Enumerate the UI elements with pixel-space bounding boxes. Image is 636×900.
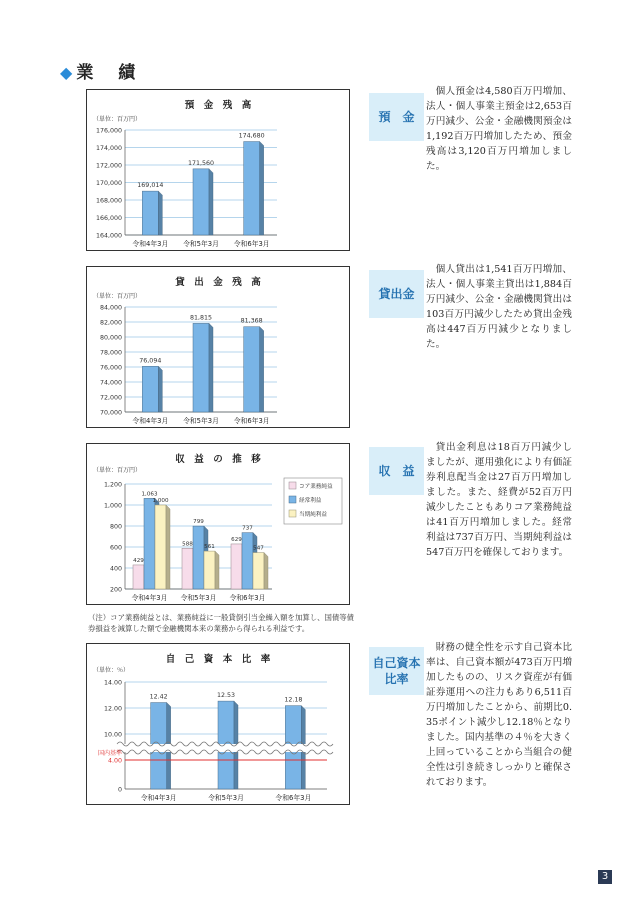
- x-tick-label: 令和5年3月: [180, 594, 217, 602]
- bar: [244, 142, 260, 235]
- data-label: 169,014: [137, 182, 164, 190]
- y-tick-label: 12.00: [103, 705, 122, 713]
- y-tick-label: 166,000: [95, 215, 122, 222]
- capital-ratio-chart: [87, 644, 349, 804]
- section-label-income: 収 益: [369, 447, 424, 495]
- loan-balance-chart: [87, 267, 349, 427]
- bar-0: [133, 565, 144, 589]
- x-tick-label: 令和4年3月: [131, 594, 168, 602]
- section-text-income: 貸出金利息は18百万円減少しましたが、運用強化により有価証券利息配当金は27百万円増加しました。また、経費が52百万円減少したこともありコア業務純益は41百万円増加しました。経常利益は737百万円、当期純利益は547百万円を確保しております。: [426, 442, 572, 558]
- y-tick-label: 172,000: [95, 162, 122, 170]
- y-tick-label: 84,000: [99, 304, 122, 312]
- y-tick-label: 4.00: [107, 757, 122, 765]
- unit-label: （単位：百万円）: [93, 116, 142, 123]
- data-label: 799: [193, 519, 204, 526]
- chart-title: 貸 出 金 残 高: [175, 277, 261, 288]
- y-tick-label: 82,000: [99, 319, 122, 327]
- data-label: 1,000: [152, 498, 169, 504]
- bar-2-side: [215, 551, 219, 589]
- legend-swatch: [289, 510, 296, 517]
- bar-side: [260, 142, 264, 235]
- legend-label: 経常利益: [299, 498, 322, 504]
- chart-title: 自 己 資 本 比 率: [165, 654, 271, 665]
- bar-2: [253, 553, 264, 589]
- legend-swatch: [289, 482, 296, 489]
- data-label: 588: [182, 541, 193, 548]
- data-label: 12.42: [149, 693, 168, 701]
- bar-2-side: [166, 505, 170, 589]
- data-label: 81,815: [189, 314, 213, 322]
- y-tick-label: 1,000: [103, 502, 122, 510]
- bar-side: [158, 191, 162, 235]
- y-tick-label: 78,000: [99, 349, 122, 357]
- y-tick-label: 14.00: [103, 679, 122, 687]
- section-text-deposit: 個人預金は4,580百万円増加、法人・個人事業主預金は2,653百万円減少、公金・金融機関預金は1,192百万円増加したため、預金残高は3,120百万円増加しました。: [426, 86, 572, 172]
- deposit-balance-chart: [87, 90, 349, 250]
- bar: [193, 169, 209, 235]
- x-tick-label: 令和4年3月: [140, 794, 177, 802]
- bar-side: [209, 169, 213, 235]
- y-tick-label: 76,000: [99, 364, 122, 372]
- diamond-icon: ◆: [60, 63, 73, 82]
- section-text-capital-ratio: 財務の健全性を示す自己資本比率は、自己資本額が473百万円増加したものの、リスク資産が有価証券運用への注力もあり6,511百万円増加したことから、前期比0.35ポイント減少し12.18％となりました。国内基準の４％を大きく上回っていることから当組合の健全性は引き続きしっかりと確保されております。: [426, 642, 572, 788]
- y-tick-label: 70,000: [99, 409, 122, 417]
- section-label-capital-ratio: 自己資本 比率: [369, 647, 424, 695]
- section-label-loan: 貸出金: [369, 270, 424, 318]
- income-chart-box: [86, 443, 350, 605]
- y-tick-label: 1,200: [103, 481, 122, 489]
- x-tick-label: 令和6年3月: [275, 794, 312, 802]
- loan-chart-box: [86, 266, 350, 428]
- data-label: 547: [253, 545, 264, 552]
- bar-2: [204, 551, 215, 589]
- data-label: 12.53: [216, 692, 236, 700]
- unit-label: （単位：％）: [93, 667, 130, 674]
- page-title: ◆ 業 績: [60, 63, 140, 83]
- data-label: 737: [242, 525, 253, 532]
- legend-swatch: [289, 496, 296, 503]
- bar-0: [182, 548, 193, 589]
- y-tick-label: 164,000: [95, 232, 122, 240]
- data-label: 561: [204, 544, 215, 551]
- chart-title: 収 益 の 推 移: [175, 454, 261, 465]
- x-tick-label: 令和5年3月: [183, 417, 219, 425]
- x-tick-label: 令和4年3月: [132, 417, 169, 425]
- data-label: 81,368: [240, 317, 263, 325]
- section-label-deposit: 預 金: [369, 93, 424, 141]
- y-tick-label: 0: [117, 786, 122, 794]
- chart-title: 預 金 残 高: [184, 100, 252, 111]
- data-label: 629: [231, 536, 242, 543]
- y-tick-label: 400: [109, 565, 122, 573]
- legend-label: コア業務純益: [299, 484, 333, 490]
- data-label: 12.18: [284, 696, 303, 704]
- y-tick-label: 74,000: [99, 379, 122, 387]
- unit-label: （単位：百万円）: [93, 467, 142, 474]
- income-trend-chart: [87, 444, 349, 604]
- x-tick-label: 令和4年3月: [132, 240, 169, 248]
- bar-2-side: [264, 553, 268, 589]
- x-tick-label: 令和5年3月: [183, 240, 219, 248]
- reference-line-label: 国内基準: [97, 750, 122, 757]
- y-tick-label: 800: [109, 523, 122, 531]
- bar-side: [260, 327, 264, 412]
- legend-label: 当期純利益: [299, 512, 327, 518]
- bar-0: [231, 544, 242, 589]
- y-tick-label: 80,000: [99, 334, 122, 342]
- x-tick-label: 令和6年3月: [233, 240, 270, 248]
- page-number: 3: [598, 870, 612, 884]
- y-tick-label: 600: [109, 544, 122, 552]
- bar-2: [155, 505, 166, 589]
- unit-label: （単位：百万円）: [93, 293, 142, 300]
- bar-side: [209, 323, 213, 412]
- capital-ratio-chart-box: [86, 643, 350, 805]
- footnote: （注）コア業務純益とは、業務純益に一般貸倒引当金繰入額を加算し、国債等債券損益を減算した額で金融機関本来の業務から得られる利益です。: [88, 613, 355, 633]
- bar: [244, 327, 260, 412]
- data-label: 429: [133, 557, 144, 564]
- data-label: 174,680: [238, 132, 265, 140]
- bar: [193, 323, 209, 412]
- x-tick-label: 令和6年3月: [229, 594, 266, 602]
- y-tick-label: 174,000: [95, 145, 122, 152]
- bar: [142, 191, 158, 235]
- section-text-loan: 個人貸出は1,541百万円増加、法人・個人事業主貸出は1,884百万円減少、公金・金融機関貸出は103百万円減少したため貸出金残高は447百万円減少となりました。: [426, 264, 572, 350]
- bar: [142, 366, 158, 412]
- y-tick-label: 176,000: [95, 127, 122, 135]
- bar-1: [144, 498, 155, 589]
- data-label: 76,094: [139, 357, 162, 365]
- bar-side: [158, 366, 162, 412]
- y-tick-label: 170,000: [95, 180, 122, 187]
- y-tick-label: 72,000: [99, 394, 122, 402]
- bar-1: [193, 526, 204, 589]
- deposit-chart-box: [86, 89, 350, 251]
- y-tick-label: 10.00: [103, 731, 122, 739]
- bar-1: [242, 533, 253, 589]
- y-tick-label: 200: [109, 586, 122, 594]
- data-label: 171,560: [187, 159, 215, 167]
- y-tick-label: 168,000: [95, 197, 122, 205]
- x-tick-label: 令和5年3月: [208, 794, 244, 802]
- data-label: 1,063: [141, 491, 158, 498]
- x-tick-label: 令和6年3月: [233, 417, 270, 425]
